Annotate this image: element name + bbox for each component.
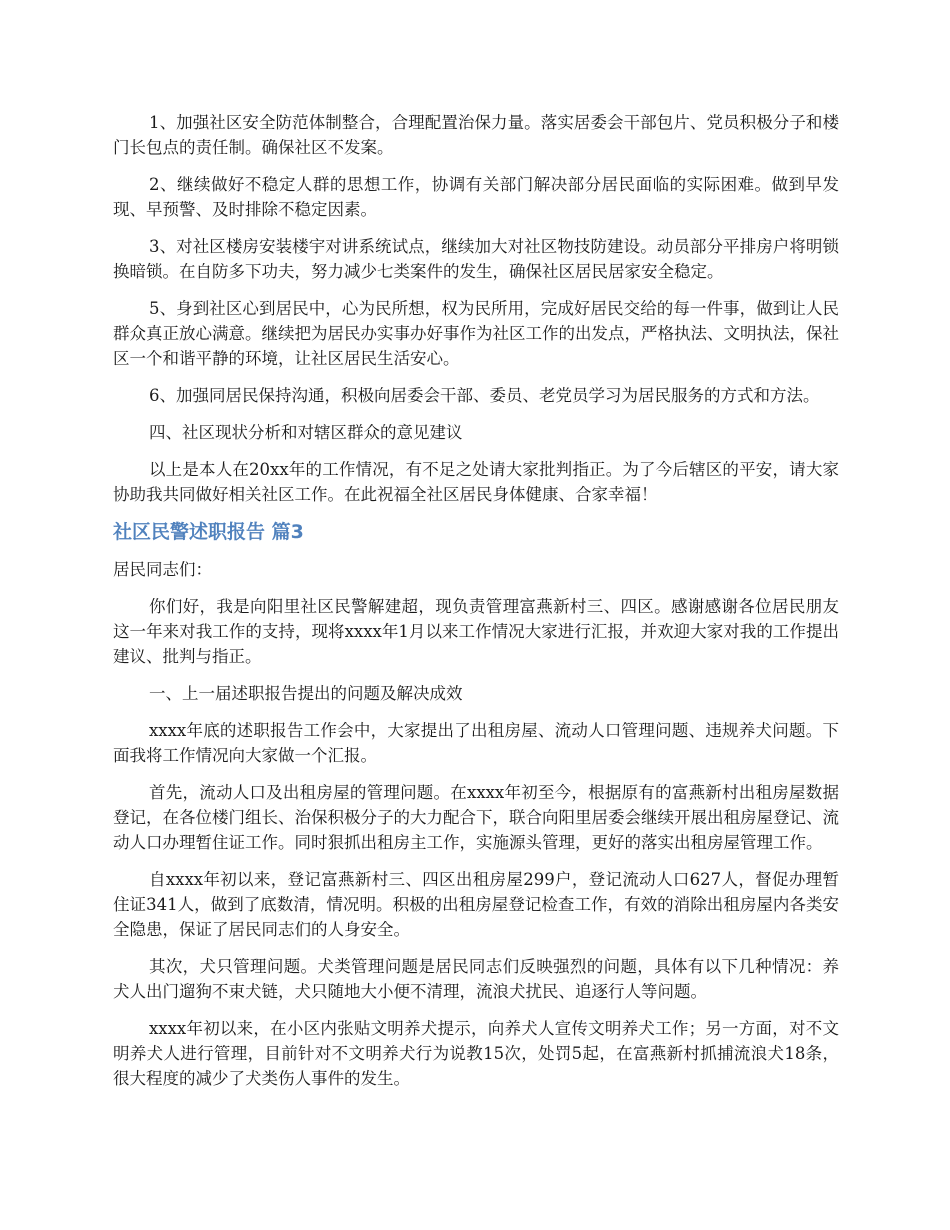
paragraph: 6、加强同居民保持沟通，积极向居委会干部、委员、老党员学习为居民服务的方式和方法。 (149, 386, 820, 405)
paragraph: 以上是本人在20xx年的工作情况，有不足之处请大家批判指正。为了今后辖区的平安，请大家协助我共同做好相关社区工作。在此祝福全社区居民身体健康、合家幸福！ (113, 460, 839, 504)
paragraph: 自xxxx年初以来，登记富燕新村三、四区出租房屋299户，登记流动人口627人，督促办理暂住证341人，做到了底数清，情况明。积极的出租房屋登记检查工作，有效的消除出租房屋内各类安全隐患，保证了居民同志们的人身安全。 (113, 870, 839, 939)
paragraph: xxxx年底的述职报告工作会中，大家提出了出租房屋、流动人口管理问题、违规养犬问题。下面我将工作情况向大家做一个汇报。 (113, 721, 839, 765)
paragraph: 你们好，我是向阳里社区民警解建超，现负责管理富燕新村三、四区。感谢感谢各位居民朋友这一年来对我工作的支持，现将xxxx年1月以来工作情况大家进行汇报，并欢迎大家对我的工作提出建议、批判与指正。 (113, 597, 839, 666)
paragraph: 3、对社区楼房安装楼宇对讲系统试点，继续加大对社区物技防建设。动员部分平排房户将明锁换暗锁。在自防多下功夫，努力减少七类案件的发生，确保社区居民居家安全稳定。 (113, 237, 839, 281)
paragraph: 5、身到社区心到居民中，心为民所想，权为民所用，完成好居民交给的每一件事，做到让人民群众真正放心满意。继续把为居民办实事办好事作为社区工作的出发点，严格执法、文明执法，保社区一个和谐平静的环境，让社区居民生活安心。 (113, 299, 839, 368)
section-subheading: 一、上一届述职报告提出的问题及解决成效 (149, 684, 463, 703)
document-body (113, 110, 839, 1103)
paragraph: 其次，犬只管理问题。犬类管理问题是居民同志们反映强烈的问题，具体有以下几种情况：养犬人出门遛狗不束犬链，犬只随地大小便不清理，流浪犬扰民、追逐行人等问题。 (113, 957, 839, 1001)
paragraph: 首先，流动人口及出租房屋的管理问题。在xxxx年初至今，根据原有的富燕新村出租房屋数据登记，在各位楼门组长、治保积极分子的大力配合下，联合向阳里居委会继续开展出租房屋登记、流动人口办理暂住证工作。同时狠抓出租房主工作，实施源头管理，更好的落实出租房屋管理工作。 (113, 783, 839, 852)
section-subheading: 四、社区现状分析和对辖区群众的意见建议 (149, 423, 463, 442)
paragraph: xxxx年初以来，在小区内张贴文明养犬提示，向养犬人宣传文明养犬工作；另一方面，对不文明养犬人进行管理，目前针对不文明养犬行为说教15次，处罚5起，在富燕新村抓捕流浪犬18条，很大程度的减少了犬类伤人事件的发生。 (113, 1019, 839, 1088)
paragraph: 2、继续做好不稳定人群的思想工作，协调有关部门解决部分居民面临的实际困难。做到早发现、早预警、及时排除不稳定因素。 (113, 175, 839, 219)
salutation: 居民同志们： (113, 560, 212, 579)
paragraph: 1、加强社区安全防范体制整合，合理配置治保力量。落实居委会干部包片、党员积极分子和楼门长包点的责任制。确保社区不发案。 (113, 113, 839, 157)
section-heading: 社区民警述职报告 篇3 (113, 521, 304, 543)
